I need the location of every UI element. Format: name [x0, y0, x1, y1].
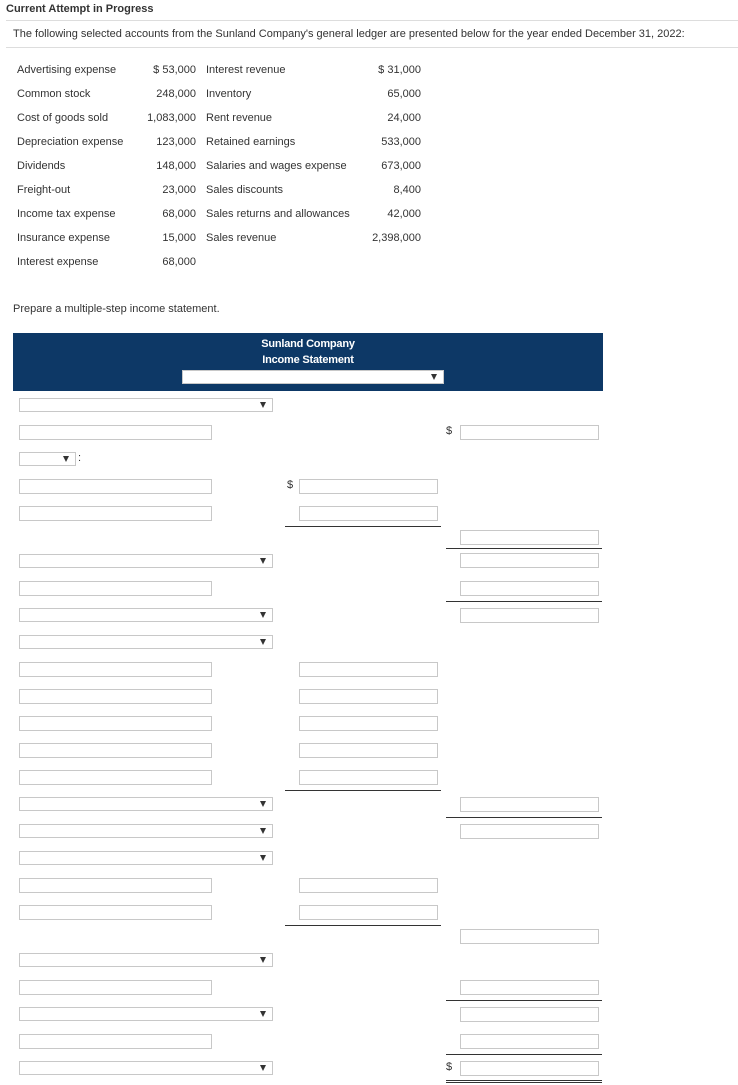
amount-input[interactable]	[460, 797, 599, 812]
account-name: Dividends	[17, 160, 66, 172]
line-item-input[interactable]	[19, 878, 212, 893]
account-name: Depreciation expense	[17, 136, 124, 148]
subtotal-rule	[446, 601, 602, 602]
line-item-input[interactable]	[19, 425, 212, 440]
chevron-down-icon	[260, 801, 266, 807]
amount-input[interactable]	[299, 689, 438, 704]
divider	[6, 20, 738, 21]
account-name: Insurance expense	[17, 232, 110, 244]
amount-input[interactable]	[460, 1007, 599, 1022]
account-select[interactable]	[19, 851, 273, 865]
line-item-input[interactable]	[19, 1034, 212, 1049]
amount-input[interactable]	[299, 905, 438, 920]
account-name: Sales returns and allowances	[206, 208, 350, 220]
account-select[interactable]	[19, 398, 273, 412]
subtotal-rule	[446, 1054, 602, 1055]
account-name: Inventory	[206, 88, 252, 100]
account-name: Interest expense	[17, 256, 99, 268]
account-amount: 533,000	[381, 136, 421, 148]
account-name: Common stock	[17, 88, 91, 100]
account-amount: 148,000	[156, 160, 196, 172]
instruction-text: Prepare a multiple-step income statement.	[13, 303, 220, 315]
line-item-input[interactable]	[19, 716, 212, 731]
amount-input[interactable]	[460, 980, 599, 995]
account-name: Income tax expense	[17, 208, 116, 220]
account-amount: $ 53,000	[153, 64, 196, 76]
line-item-input[interactable]	[19, 479, 212, 494]
account-name: Interest revenue	[206, 64, 286, 76]
account-select[interactable]	[19, 554, 273, 568]
account-amount: 68,000	[162, 256, 196, 268]
statement-header	[13, 333, 603, 391]
account-name: Retained earnings	[206, 136, 296, 148]
account-name: Salaries and wages expense	[206, 160, 347, 172]
total-double-rule	[446, 1080, 602, 1081]
line-item-input[interactable]	[19, 662, 212, 677]
colon-label: :	[78, 452, 82, 464]
account-amount: 2,398,000	[372, 232, 421, 244]
total-double-rule	[446, 1082, 602, 1083]
chevron-down-icon	[260, 639, 266, 645]
account-name: Cost of goods sold	[17, 112, 109, 124]
chevron-down-icon	[260, 828, 266, 834]
label-select[interactable]	[19, 452, 76, 466]
account-amount: 1,083,000	[147, 112, 196, 124]
amount-input[interactable]	[299, 770, 438, 785]
account-name: Sales discounts	[206, 184, 284, 196]
account-name: Freight-out	[17, 184, 71, 196]
line-item-input[interactable]	[19, 770, 212, 785]
line-item-input[interactable]	[19, 581, 212, 596]
chevron-down-icon	[63, 456, 69, 462]
attempt-status: Current Attempt in Progress	[6, 3, 154, 15]
account-select[interactable]	[19, 953, 273, 967]
account-amount: 8,400	[393, 184, 421, 196]
amount-input[interactable]	[299, 878, 438, 893]
amount-input[interactable]	[460, 929, 599, 944]
problem-intro: The following selected accounts from the Sunland Company's general ledger are presented below for the year ended December 31, 2022:	[13, 28, 685, 40]
period-select[interactable]	[182, 370, 444, 384]
company-name: Sunland Company	[261, 338, 355, 350]
account-select[interactable]	[19, 797, 273, 811]
line-item-input[interactable]	[19, 743, 212, 758]
account-amount: 23,000	[162, 184, 196, 196]
account-amount: 673,000	[381, 160, 421, 172]
account-amount: $ 31,000	[378, 64, 421, 76]
line-item-input[interactable]	[19, 506, 212, 521]
divider	[6, 47, 738, 48]
dollar-sign: $	[287, 479, 294, 491]
amount-input[interactable]	[460, 553, 599, 568]
subtotal-rule	[446, 1000, 602, 1001]
chevron-down-icon	[431, 374, 437, 380]
account-amount: 123,000	[156, 136, 196, 148]
amount-input[interactable]	[460, 581, 599, 596]
subtotal-rule	[285, 790, 441, 791]
dollar-sign: $	[446, 1061, 453, 1073]
account-amount: 15,000	[162, 232, 196, 244]
line-item-input[interactable]	[19, 980, 212, 995]
chevron-down-icon	[260, 612, 266, 618]
statement-title: Income Statement	[262, 354, 354, 366]
account-select[interactable]	[19, 1007, 273, 1021]
account-name: Advertising expense	[17, 64, 117, 76]
net-income-input[interactable]	[460, 1061, 599, 1076]
chevron-down-icon	[260, 558, 266, 564]
amount-input[interactable]	[460, 608, 599, 623]
line-item-input[interactable]	[19, 689, 212, 704]
account-select[interactable]	[19, 608, 273, 622]
account-amount: 24,000	[387, 112, 421, 124]
amount-input[interactable]	[299, 743, 438, 758]
amount-input[interactable]	[299, 479, 438, 494]
amount-input[interactable]	[299, 662, 438, 677]
subtotal-rule	[446, 817, 602, 818]
amount-input[interactable]	[460, 530, 599, 545]
amount-input[interactable]	[299, 506, 438, 521]
account-amount: 65,000	[387, 88, 421, 100]
account-name: Rent revenue	[206, 112, 273, 124]
subtotal-rule	[285, 526, 441, 527]
dollar-sign: $	[446, 425, 453, 437]
chevron-down-icon	[260, 1011, 266, 1017]
chevron-down-icon	[260, 1065, 266, 1071]
account-amount: 68,000	[162, 208, 196, 220]
chevron-down-icon	[260, 957, 266, 963]
account-name: Sales revenue	[206, 232, 277, 244]
amount-input[interactable]	[460, 425, 599, 440]
amount-input[interactable]	[299, 716, 438, 731]
subtotal-rule	[285, 925, 441, 926]
amount-input[interactable]	[460, 1034, 599, 1049]
account-select[interactable]	[19, 1061, 273, 1075]
account-amount: 42,000	[387, 208, 421, 220]
chevron-down-icon	[260, 855, 266, 861]
amount-input[interactable]	[460, 824, 599, 839]
account-select[interactable]	[19, 824, 273, 838]
chevron-down-icon	[260, 402, 266, 408]
line-item-input[interactable]	[19, 905, 212, 920]
account-select[interactable]	[19, 635, 273, 649]
subtotal-rule	[446, 548, 602, 549]
account-amount: 248,000	[156, 88, 196, 100]
